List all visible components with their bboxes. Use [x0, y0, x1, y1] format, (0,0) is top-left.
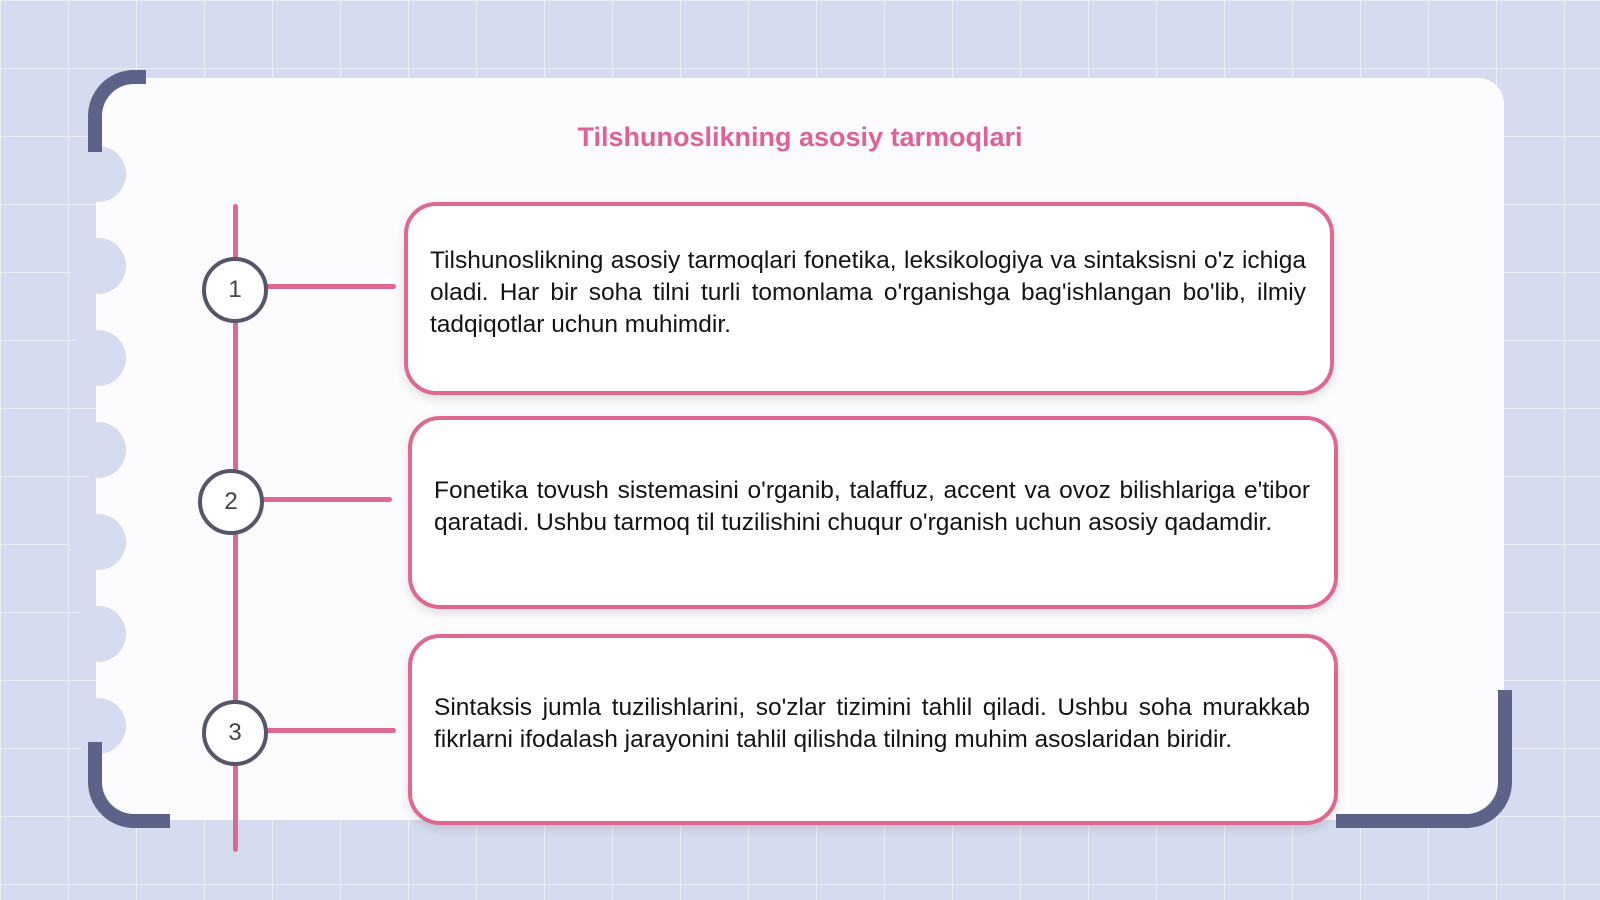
card-text: Fonetika tovush sistemasini o'rganib, talaffuz, accent va ovoz bilishlariga e'tibor qaratadi. Ushbu tarmoq til tuzilishini chuqur o'rganish uchun asosiy qadamdir.	[434, 476, 1310, 536]
notebook-hole	[70, 330, 126, 386]
corner-bracket-bottom-left	[88, 742, 170, 828]
notebook-hole	[70, 422, 126, 478]
info-card-2	[408, 416, 1338, 609]
corner-bracket-bottom-right	[1336, 690, 1512, 828]
step-number-3: 3	[202, 700, 268, 766]
card-text: Tilshunoslikning asosiy tarmoqlari fonetika, leksikologiya va sintaksisni o'z ichiga oladi. Har bir soha tilni turli tomonlama o'rganishga bag'ishlangan bo'lib, ilmiy tadqiqotlar uchun muhimdir.	[430, 246, 1306, 338]
connector-line	[262, 497, 392, 502]
connector-line	[266, 728, 396, 733]
notebook-hole	[70, 514, 126, 570]
step-number-1: 1	[202, 257, 268, 323]
card-text: Sintaksis jumla tuzilishlarini, so'zlar tizimini tahlil qiladi. Ushbu soha murakkab fikrlarni ifodalash jarayonini tahlil qilishda tilning muhim asoslaridan biridir.	[434, 693, 1310, 753]
info-card-3	[408, 634, 1338, 825]
slide-title: Tilshunoslikning asosiy tarmoqlari	[577, 122, 1023, 152]
connector-line	[266, 284, 396, 289]
step-number-2: 2	[198, 469, 264, 535]
info-card-1	[404, 202, 1334, 395]
notebook-hole	[70, 146, 126, 202]
notebook-hole	[70, 238, 126, 294]
notebook-hole	[70, 606, 126, 662]
